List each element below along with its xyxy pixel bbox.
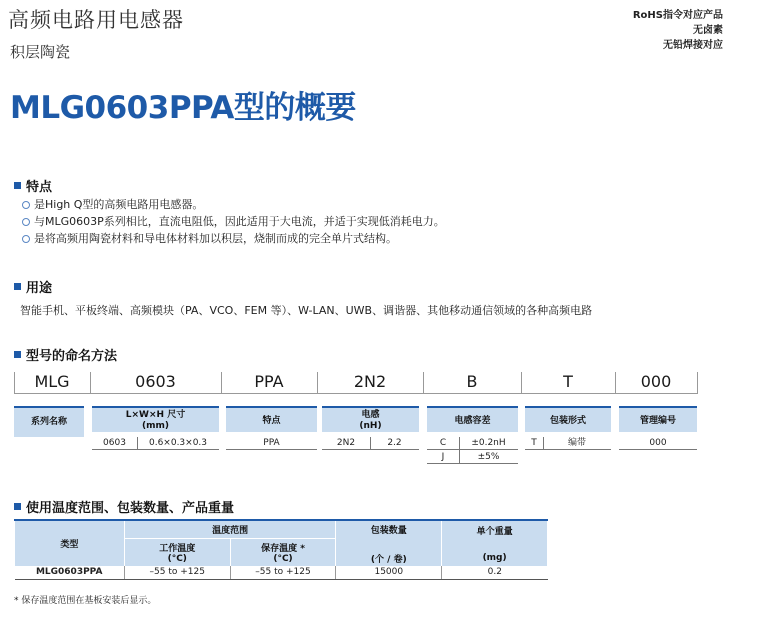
specs-heading (14, 497, 234, 516)
halogen-free-line: 无卤素 (693, 25, 723, 36)
label-inductance-line2: (nH) (359, 421, 382, 431)
col-storage-line1: 保存温度 * (261, 543, 305, 554)
feature-item (22, 196, 445, 213)
label-packaging: 包装形式 (525, 406, 611, 432)
label-size-line1: L×W×H 尺寸 (125, 410, 186, 420)
row-pack-qty: 15000 (336, 566, 442, 579)
features-heading (14, 176, 52, 195)
section-marker (14, 182, 21, 189)
col-type: 类型 (15, 520, 125, 566)
management-value: 000 (619, 437, 697, 450)
col-storage-line2: (°C) (273, 553, 293, 564)
row-weight: 0.2 (442, 566, 548, 579)
label-size (92, 406, 219, 432)
size-code: 0603 (92, 437, 137, 450)
feature-text: 是High Q型的高频电路用电感器。 (34, 198, 204, 211)
col-temp: 温度范围 (124, 520, 336, 538)
feature-text: 与MLG0603P系列相比，直流电阻低，因此适用于大电流，并适于实现低消耗电力。 (34, 215, 445, 228)
specs-table (14, 519, 548, 580)
row-storage-temp: –55 to +125 (230, 566, 336, 579)
header-title: 高频电路用电感器 (8, 8, 184, 32)
label-management: 管理编号 (619, 406, 697, 432)
part-series: MLG (34, 372, 70, 391)
packaging-value: 编带 (543, 437, 611, 450)
table-row (15, 566, 548, 579)
bullet-circle-icon (22, 235, 30, 243)
section-marker (14, 283, 21, 290)
rohs-line: RoHS指令对应产品 (632, 10, 723, 21)
cell-divider (137, 437, 138, 450)
part-size: 0603 (135, 372, 176, 391)
tolerance-code-c: C (427, 437, 459, 450)
part-feature: PPA (254, 372, 284, 391)
col-weight-line1: 单个重量 (476, 527, 513, 537)
tolerance-value-c: ±0.2nH (459, 437, 518, 450)
row-type: MLG0603PPA (15, 566, 125, 579)
part-inductance: 2N2 (353, 372, 387, 391)
label-tolerance: 电感容差 (427, 406, 518, 432)
tolerance-code-j: J (427, 451, 459, 464)
part-packaging: T (563, 372, 573, 391)
cell-divider (370, 437, 371, 450)
usage-heading (14, 277, 52, 296)
strip-divider (697, 372, 698, 394)
feature-item (22, 230, 445, 247)
rohs-block (633, 8, 723, 53)
specs-heading-text: 使用温度范围、包装数量、产品重量 (26, 501, 235, 516)
label-inductance (322, 406, 419, 432)
footnote: * 保存温度范围在基板安装后显示。 (14, 596, 157, 606)
label-size-line2: (mm) (142, 421, 169, 431)
features-heading-text: 特点 (26, 180, 53, 195)
inductance-code: 2N2 (322, 437, 370, 450)
col-weight-line2: (mg) (482, 553, 507, 563)
size-value: 0.6×0.3×0.3 (137, 437, 219, 450)
label-series: 系列名称 (14, 406, 84, 437)
col-pack (336, 520, 442, 566)
header-subtitle: 积层陶瓷 (10, 43, 71, 61)
naming-heading (14, 345, 117, 364)
page-title: MLG0603PPA型的概要 (10, 90, 356, 126)
col-operating-temp (124, 538, 230, 566)
tolerance-value-j: ±5% (459, 451, 518, 464)
features-list (22, 196, 445, 247)
part-management: 000 (640, 372, 672, 391)
col-weight (442, 520, 548, 566)
packaging-code: T (525, 437, 543, 450)
usage-heading-text: 用途 (26, 281, 53, 296)
feature-text: 是将高频用陶瓷材料和导电体材料加以积层，烧制而成的完全单片式结构。 (34, 232, 397, 245)
feature-item (22, 213, 445, 230)
usage-text: 智能手机、平板终端、高频模块（PA、VCO、FEM 等）、W-LAN、UWB、调谐器、其他移动通信领域的各种高频电路 (20, 304, 593, 317)
row-operating-temp: –55 to +125 (124, 566, 230, 579)
lead-free-line: 无铅焊接对应 (663, 40, 723, 51)
label-feature: 特点 (226, 406, 317, 432)
feature-value: PPA (226, 437, 317, 450)
section-marker (14, 503, 21, 510)
bullet-circle-icon (22, 218, 30, 226)
col-pack-line2: (个 / 卷) (370, 554, 407, 565)
part-tolerance: B (466, 372, 478, 391)
label-inductance-line1: 电感 (361, 410, 380, 420)
section-marker (14, 351, 21, 358)
col-storage-temp (230, 538, 336, 566)
cell-divider (459, 437, 460, 464)
col-operating-line1: 工作温度 (159, 543, 196, 554)
naming-heading-text: 型号的命名方法 (26, 349, 118, 364)
cell-divider (543, 437, 544, 450)
inductance-value: 2.2 (370, 437, 419, 450)
col-operating-line2: (°C) (167, 553, 187, 564)
bullet-circle-icon (22, 201, 30, 209)
col-pack-line1: 包装数量 (370, 525, 407, 536)
